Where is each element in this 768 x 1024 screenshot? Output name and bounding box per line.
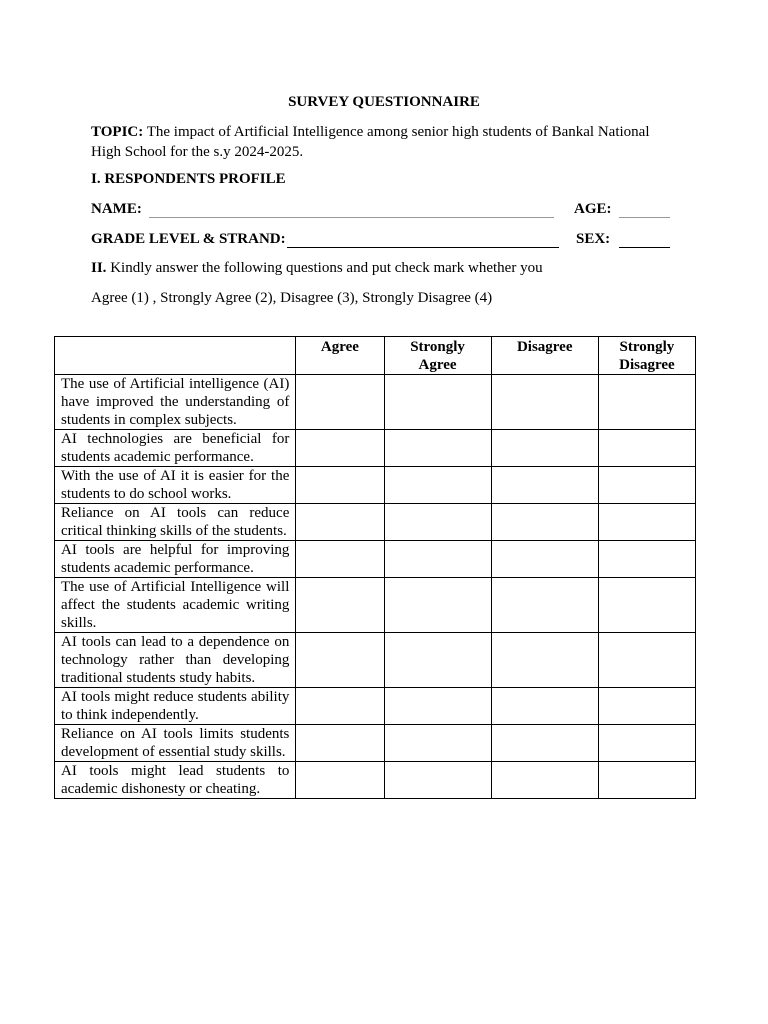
checkbox-cell-agree[interactable] xyxy=(296,725,384,762)
name-age-row xyxy=(91,201,681,221)
survey-statement: Reliance on AI tools can reduce critical thinking skills of the students. xyxy=(55,504,296,541)
checkbox-cell-disagree[interactable] xyxy=(491,688,598,725)
checkbox-cell-strongly-agree[interactable] xyxy=(384,375,491,430)
survey-statement: AI technologies are beneficial for students academic performance. xyxy=(55,430,296,467)
table-row xyxy=(55,504,696,541)
respondents-profile-heading: I. RESPONDENTS PROFILE xyxy=(91,171,286,187)
survey-statement: Reliance on AI tools limits students development of essential study skills. xyxy=(55,725,296,762)
checkbox-cell-strongly-disagree[interactable] xyxy=(598,578,695,633)
column-header-strongly-disagree: Strongly Disagree xyxy=(598,337,695,375)
checkbox-cell-agree[interactable] xyxy=(296,467,384,504)
checkbox-cell-agree[interactable] xyxy=(296,633,384,688)
checkbox-cell-agree[interactable] xyxy=(296,430,384,467)
table-row xyxy=(55,633,696,688)
checkbox-cell-strongly-disagree[interactable] xyxy=(598,688,695,725)
instruction-text xyxy=(91,260,543,277)
checkbox-cell-strongly-agree[interactable] xyxy=(384,725,491,762)
age-field-line[interactable] xyxy=(619,203,670,218)
column-header-agree: Agree xyxy=(296,337,384,375)
checkbox-cell-strongly-agree[interactable] xyxy=(384,467,491,504)
checkbox-cell-disagree[interactable] xyxy=(491,762,598,799)
table-row xyxy=(55,467,696,504)
checkbox-cell-strongly-agree[interactable] xyxy=(384,430,491,467)
survey-statement: AI tools can lead to a dependence on technology rather than developing traditional students study habits. xyxy=(55,633,296,688)
survey-statement: AI tools are helpful for improving students academic performance. xyxy=(55,541,296,578)
checkbox-cell-strongly-disagree[interactable] xyxy=(598,375,695,430)
grade-level-strand-label: GRADE LEVEL & STRAND: xyxy=(91,231,286,247)
column-header-strongly-agree: Strongly Agree xyxy=(384,337,491,375)
table-row xyxy=(55,541,696,578)
grade-level-strand-field-line[interactable] xyxy=(287,233,559,248)
table-row xyxy=(55,725,696,762)
topic-text: The impact of Artificial Intelligence among senior high students of Bankal National High School for the s.y 2024-2025. xyxy=(91,124,650,160)
checkbox-cell-strongly-agree[interactable] xyxy=(384,633,491,688)
checkbox-cell-disagree[interactable] xyxy=(491,467,598,504)
table-row xyxy=(55,762,696,799)
age-label: AGE: xyxy=(574,201,612,217)
survey-table xyxy=(54,336,696,799)
checkbox-cell-strongly-disagree[interactable] xyxy=(598,504,695,541)
checkbox-cell-strongly-disagree[interactable] xyxy=(598,430,695,467)
table-row xyxy=(55,430,696,467)
checkbox-cell-strongly-agree[interactable] xyxy=(384,578,491,633)
checkbox-cell-strongly-agree[interactable] xyxy=(384,762,491,799)
checkbox-cell-strongly-disagree[interactable] xyxy=(598,541,695,578)
checkbox-cell-disagree[interactable] xyxy=(491,504,598,541)
sex-field-line[interactable] xyxy=(619,233,670,248)
table-row xyxy=(55,375,696,430)
instruction-body: Kindly answer the following questions and put check mark whether you xyxy=(106,260,543,276)
name-field-line[interactable] xyxy=(149,203,554,218)
checkbox-cell-disagree[interactable] xyxy=(491,578,598,633)
survey-statement: The use of Artificial intelligence (AI) have improved the understanding of students in complex subjects. xyxy=(55,375,296,430)
grade-sex-row xyxy=(91,231,681,251)
checkbox-cell-disagree[interactable] xyxy=(491,725,598,762)
survey-statement: AI tools might reduce students ability to think independently. xyxy=(55,688,296,725)
checkbox-cell-strongly-disagree[interactable] xyxy=(598,467,695,504)
checkbox-cell-strongly-disagree[interactable] xyxy=(598,725,695,762)
checkbox-cell-agree[interactable] xyxy=(296,578,384,633)
table-row xyxy=(55,578,696,633)
page-title: SURVEY QUESTIONNAIRE xyxy=(288,94,480,110)
checkbox-cell-strongly-agree[interactable] xyxy=(384,504,491,541)
checkbox-cell-disagree[interactable] xyxy=(491,375,598,430)
checkbox-cell-agree[interactable] xyxy=(296,762,384,799)
survey-statement: With the use of AI it is easier for the students to do school works. xyxy=(55,467,296,504)
checkbox-cell-strongly-agree[interactable] xyxy=(384,541,491,578)
column-header-statement xyxy=(55,337,296,375)
topic-paragraph xyxy=(91,122,681,162)
instruction-number: II. xyxy=(91,260,107,276)
checkbox-cell-disagree[interactable] xyxy=(491,541,598,578)
checkbox-cell-strongly-disagree[interactable] xyxy=(598,762,695,799)
table-header-row xyxy=(55,337,696,375)
checkbox-cell-agree[interactable] xyxy=(296,688,384,725)
sex-label: SEX: xyxy=(576,231,611,247)
survey-statement: The use of Artificial Intelligence will affect the students academic writing skills. xyxy=(55,578,296,633)
checkbox-cell-strongly-disagree[interactable] xyxy=(598,633,695,688)
checkbox-cell-agree[interactable] xyxy=(296,375,384,430)
checkbox-cell-agree[interactable] xyxy=(296,541,384,578)
survey-table-body xyxy=(55,375,696,799)
checkbox-cell-agree[interactable] xyxy=(296,504,384,541)
checkbox-cell-disagree[interactable] xyxy=(491,633,598,688)
checkbox-cell-strongly-agree[interactable] xyxy=(384,688,491,725)
column-header-disagree: Disagree xyxy=(491,337,598,375)
topic-label: TOPIC: xyxy=(91,124,144,140)
table-row xyxy=(55,688,696,725)
rating-scale-text: Agree (1) , Strongly Agree (2), Disagree (3), Strongly Disagree (4) xyxy=(91,290,493,306)
name-label: NAME: xyxy=(91,201,142,217)
checkbox-cell-disagree[interactable] xyxy=(491,430,598,467)
survey-statement: AI tools might lead students to academic dishonesty or cheating. xyxy=(55,762,296,799)
